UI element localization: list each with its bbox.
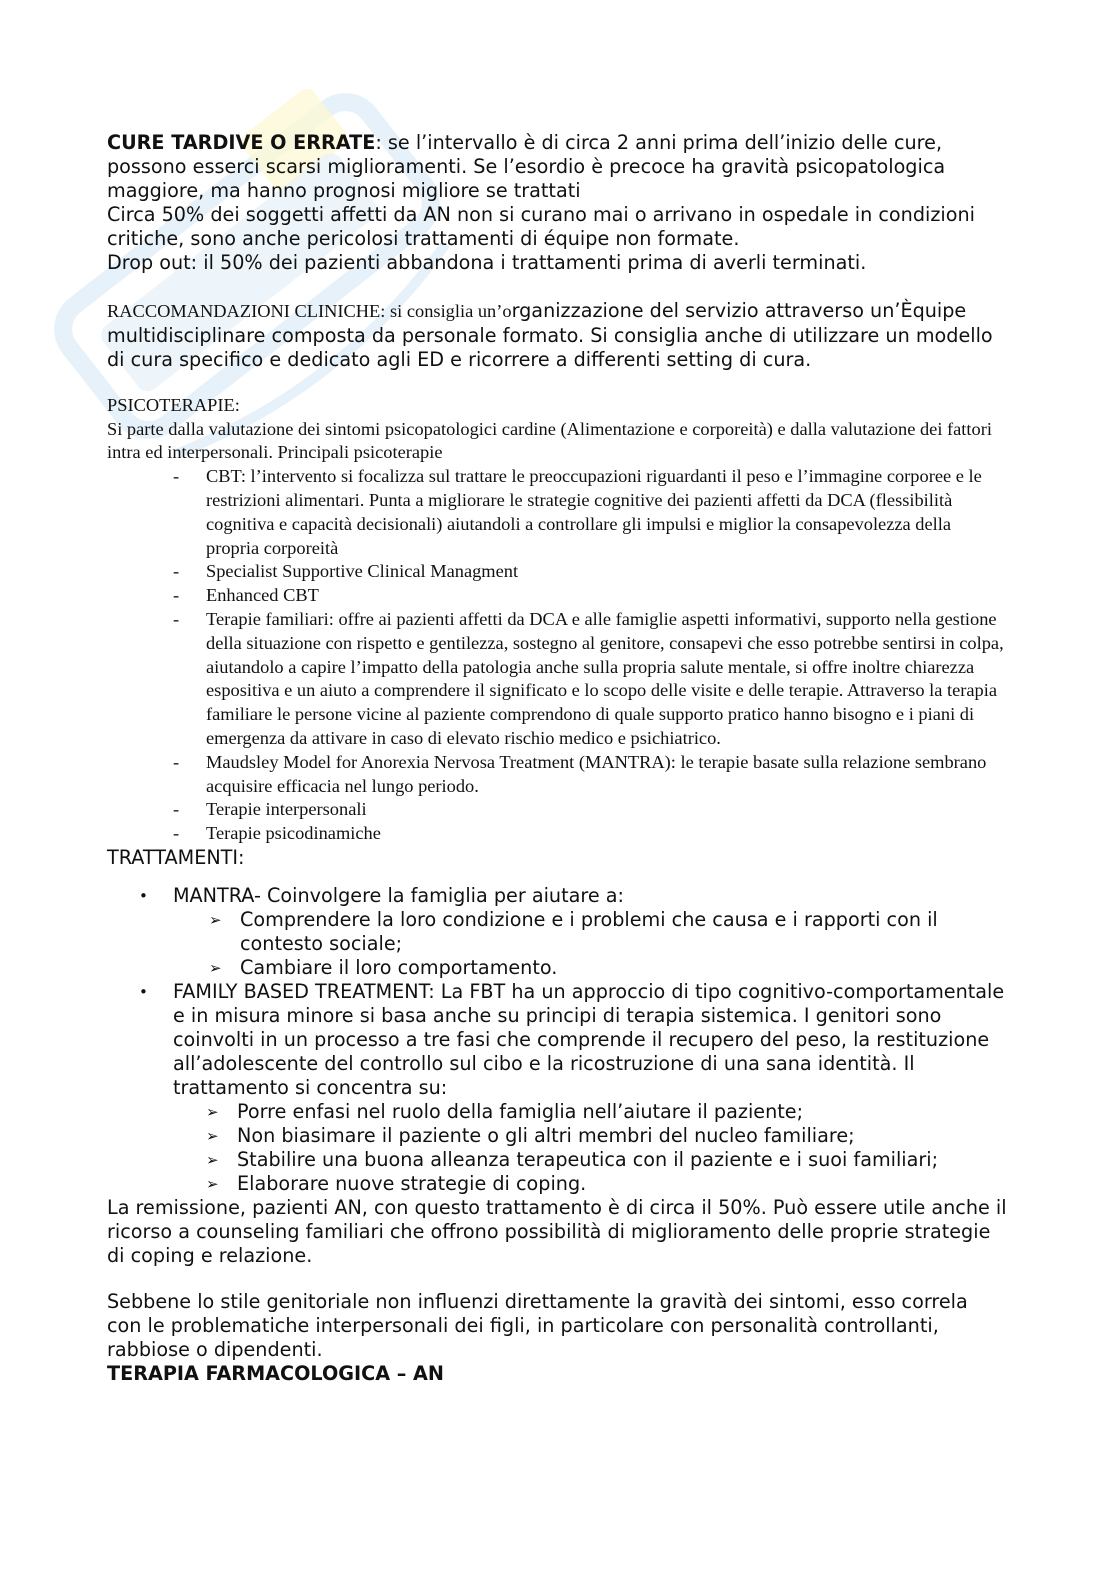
list-item bbox=[107, 1172, 1007, 1196]
bullet-marker: • bbox=[139, 982, 148, 1001]
dash-marker: - bbox=[173, 561, 180, 582]
arrow-bullet-icon: ➢ bbox=[206, 1150, 219, 1169]
trattamenti-heading: TRATTAMENTI: bbox=[107, 845, 245, 869]
dash-marker: - bbox=[173, 823, 180, 844]
trattamenti-fbt-text: FAMILY BASED TREATMENT: La FBT ha un approccio di tipo cognitivo-comportamentale e in misura minore si basa anche su principi di terapia sistemica. I genitori sono coinvolti in un processo a tre fasi che comprende il recupero del peso, la restituzione all’adolescente del controllo sul cibo e la ricostruzione di una sana identità. Il trattamento si concentra su: bbox=[173, 979, 1005, 1099]
mantra-subitem: Comprendere la loro condizione e i problemi che causa e i rapporti con il contesto sociale; bbox=[240, 907, 938, 955]
trattamenti-mantra-text: MANTRA- Coinvolgere la famiglia per aiutare a: bbox=[173, 883, 624, 907]
cure-tardive-heading: CURE TARDIVE O ERRATE bbox=[107, 131, 376, 154]
list-item bbox=[107, 465, 1007, 560]
list-item bbox=[107, 751, 1007, 799]
arrow-bullet-icon: ➢ bbox=[206, 1102, 219, 1121]
fbt-subitem: Elaborare nuove strategie di coping. bbox=[237, 1171, 587, 1195]
list-item bbox=[107, 980, 1007, 1196]
remission-paragraph: La remissione, pazienti AN, con questo trattamento è di circa il 50%. Può essere utile anche il ricorso a counseling familiari che offrono possibilità di miglioramento delle proprie strategie di coping e relazione. bbox=[107, 1195, 1007, 1267]
dash-marker: - bbox=[173, 799, 180, 820]
list-item bbox=[107, 908, 1007, 956]
fbt-subitem: Stabilire una buona alleanza terapeutica con il paziente e i suoi familiari; bbox=[237, 1147, 939, 1171]
section-trattamenti bbox=[107, 846, 1007, 1386]
document-body bbox=[107, 131, 1007, 1386]
fbt-subitem: Porre enfasi nel ruolo della famiglia nell’aiutare il paziente; bbox=[237, 1099, 804, 1123]
cure-tardive-paragraph bbox=[107, 131, 1007, 203]
list-item bbox=[107, 884, 1007, 980]
arrow-bullet-icon: ➢ bbox=[209, 910, 222, 929]
cure-tardive-line2: Circa 50% dei soggetti affetti da AN non si curano mai o arrivano in ospedale in condizioni critiche, sono anche pericolosi trattamenti di équipe non formate. bbox=[107, 203, 975, 250]
dash-marker: - bbox=[173, 466, 180, 487]
section-psicoterapie bbox=[107, 394, 1007, 846]
psicoterapie-item-sscm: Specialist Supportive Clinical Managment bbox=[206, 561, 519, 582]
list-item bbox=[107, 1100, 1007, 1124]
psicoterapie-item-mantra: Maudsley Model for Anorexia Nervosa Treatment (MANTRA): le terapie basate sulla relazione sembrano acquisire efficacia nel lungo periodo. bbox=[206, 751, 987, 796]
psicoterapie-item-psicodinamiche: Terapie psicodinamiche bbox=[206, 823, 381, 844]
psicoterapie-item-familiari: Terapie familiari: offre ai pazienti affetti da DCA e alle famiglie aspetti informativi, supporto nella gestione della situazione con rispetto e gentilezza, sostegno al genitore, consapevi che esso potrebbe sentirsi in colpa, aiutandolo a capire l’impatto della patologia anche sulla propria salute mentale, si offre inoltre chiarezza espositiva e un aiuto a comprendere il significato e lo scopo delle visite e delle terapie. Attraverso la terapia familiare le persone vicine al paziente comprendono di quale supporto pratico hanno bisogno e i piani di emergenza da attivare in caso di elevato rischio medico e psichiatrico. bbox=[206, 608, 1004, 748]
psicoterapie-item-interpersonali: Terapie interpersonali bbox=[206, 799, 367, 820]
list-item bbox=[107, 1148, 1007, 1172]
list-item bbox=[107, 822, 1007, 846]
dash-marker: - bbox=[173, 751, 180, 772]
section-cure-tardive bbox=[107, 131, 1007, 275]
terapia-farmacologica-heading: TERAPIA FARMACOLOGICA – AN bbox=[107, 1361, 444, 1385]
list-item bbox=[107, 560, 1007, 584]
dash-marker: - bbox=[173, 608, 180, 629]
list-item bbox=[107, 798, 1007, 822]
list-item bbox=[107, 584, 1007, 608]
cure-tardive-line3: Drop out: il 50% dei pazienti abbandona i trattamenti prima di averli terminati. bbox=[107, 251, 867, 274]
psicoterapie-heading: PSICOTERAPIE: bbox=[107, 394, 240, 415]
raccomandazioni-lead: RACCOMANDAZIONI CLINICHE: si consiglia un’o bbox=[107, 301, 512, 321]
parenting-paragraph: Sebbene lo stile genitoriale non influenzi direttamente la gravità dei sintomi, esso correla con le problematiche interpersonali dei figli, in particolare con personalità controllanti, rabbiose o dipendenti. bbox=[107, 1289, 968, 1361]
cure-tardive-text: : se l’intervallo è di circa 2 anni prima dell’inizio delle cure, possono esserci scarsi miglioramenti. Se l’esordio è precoce ha gravità psicopatologica maggiore, ma hanno prognosi migliore se trattati bbox=[107, 131, 946, 202]
arrow-bullet-icon: ➢ bbox=[206, 1126, 219, 1145]
fbt-subitem: Non biasimare il paziente o gli altri membri del nucleo familiare; bbox=[237, 1123, 855, 1147]
dash-marker: - bbox=[173, 585, 180, 606]
arrow-bullet-icon: ➢ bbox=[209, 958, 222, 977]
arrow-bullet-icon: ➢ bbox=[206, 1174, 219, 1193]
trattamenti-list bbox=[107, 884, 1007, 1196]
psicoterapie-intro: Si parte dalla valutazione dei sintomi psicopatologici cardine (Alimentazione e corporeità) e dalla valutazione dei fattori intra ed interpersonali. Principali psicoterapie bbox=[107, 418, 992, 463]
list-item bbox=[107, 956, 1007, 980]
fbt-sublist bbox=[173, 1100, 1007, 1196]
bullet-marker: • bbox=[139, 886, 148, 905]
raccomandazioni-text: rganizzazione del servizio attraverso un’Èquipe multidisciplinare composta da personale formato. Si consiglia anche di utilizzare un modello di cura specifico e dedicato agli ED e ricorrere a differenti setting di cura. bbox=[107, 299, 993, 371]
mantra-subitem: Cambiare il loro comportamento. bbox=[240, 955, 558, 979]
list-item bbox=[107, 1124, 1007, 1148]
mantra-sublist bbox=[173, 908, 1007, 980]
list-item bbox=[107, 608, 1007, 751]
raccomandazioni-paragraph bbox=[107, 299, 1007, 372]
psicoterapie-list bbox=[107, 465, 1007, 846]
psicoterapie-item-cbt: CBT: l’intervento si focalizza sul trattare le preoccupazioni riguardanti il peso e l’immagine corporee e le restrizioni alimentari. Punta a migliorare le strategie cognitive dei pazienti affetti da DCA (flessibilità cognitiva e capacità decisionali) aiutandoli a controllare gli impulsi e miglior la consapevolezza della propria corporeità bbox=[206, 466, 982, 558]
psicoterapie-item-enhanced-cbt: Enhanced CBT bbox=[206, 585, 319, 606]
